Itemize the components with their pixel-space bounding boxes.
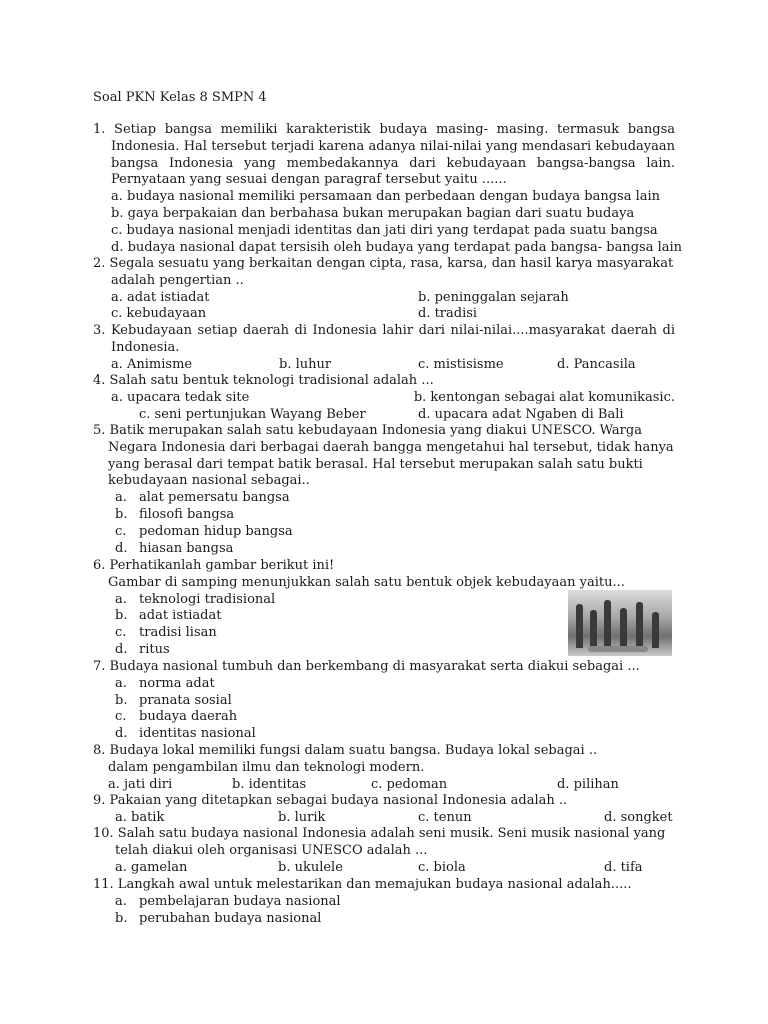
question-9-text: 9. Pakaian yang ditetapkan sebagai budaya nasional Indonesia adalah .. <box>93 793 568 808</box>
question-2-text: 2. Segala sesuatu yang berkaitan dengan cipta, rasa, karsa, dan hasil karya masyarakat adalah pengertian .. <box>93 256 674 288</box>
document-title: Soal PKN Kelas 8 SMPN 4 <box>93 90 267 105</box>
question-2-option-b: b. peninggalan sejarah <box>418 289 569 305</box>
question-11-option-text: perubahan budaya nasional <box>139 910 322 926</box>
question-11-option-letter: b. <box>115 910 128 926</box>
question-4-option-d: d. upacara adat Ngaben di Bali <box>418 406 624 422</box>
question-5 <box>93 423 675 557</box>
question-5-option-letter: a. <box>115 490 127 506</box>
question-6-option-text: adat istiadat <box>139 608 222 624</box>
question-8-text: 8. Budaya lokal memiliki fungsi dalam suatu bangsa. Budaya lokal sebagai .. dalam pengambilan ilmu dan teknologi modern. <box>93 743 598 775</box>
question-11 <box>93 877 675 927</box>
question-3-option-d: d. Pancasila <box>557 356 636 372</box>
question-6-option-letter: c. <box>115 625 127 641</box>
question-4-option-b: b. kentongan sebagai alat komunikasic. <box>413 389 675 405</box>
question-4-option-c: c. seni pertunjukan Wayang Beber <box>139 406 366 422</box>
question-11-text: 11. Langkah awal untuk melestarikan dan memajukan budaya nasional adalah..... <box>93 877 632 892</box>
question-3-text: 3. Kebudayaan setiap daerah di Indonesia lahir dari nilai-nilai....masyarakat daerah di Indonesia. <box>93 323 675 355</box>
question-10-text: 10. Salah satu budaya nasional Indonesia adalah seni musik. Seni musik nasional yang telah diakui oleh organisasi UNESCO adalah ... <box>93 826 666 858</box>
question-2 <box>93 256 675 323</box>
question-6-text: 6. Perhatikanlah gambar berikut ini! <box>93 558 335 573</box>
question-2-option-a: a. adat istiadat <box>111 289 210 305</box>
question-10 <box>93 826 675 876</box>
question-5-options <box>93 490 675 557</box>
question-6-option-letter: b. <box>115 608 128 624</box>
question-2-option-d: d. tradisi <box>418 306 478 322</box>
question-7-option-text: norma adat <box>139 675 215 691</box>
question-5-option-text: pedoman hidup bangsa <box>139 523 293 539</box>
question-11-option-b <box>93 911 675 928</box>
question-8-option-c: c. pedoman <box>371 776 448 792</box>
question-11-option-text: pembelajaran budaya nasional <box>139 893 341 909</box>
question-7-option-text: budaya daerah <box>139 709 238 725</box>
question-5-option-b <box>93 507 675 524</box>
question-7-text: 7. Budaya nasional tumbuh dan berkembang di masyarakat serta diakui sebagai ... <box>93 659 640 674</box>
ceremony-photo <box>568 590 672 656</box>
question-6-option-letter: a. <box>115 591 127 607</box>
question-7-option-letter: d. <box>115 726 128 742</box>
question-5-option-c <box>93 524 675 541</box>
question-5-option-letter: c. <box>115 523 127 539</box>
question-3 <box>93 323 675 373</box>
question-2-option-c: c. kebudayaan <box>111 306 207 322</box>
question-9 <box>93 793 675 827</box>
question-11-option-a <box>93 894 675 911</box>
question-3-option-b: b. luhur <box>279 356 332 372</box>
question-5-option-text: filosofi bangsa <box>139 506 235 522</box>
question-8-option-d: d. pilihan <box>557 776 619 792</box>
question-7-option-letter: b. <box>115 692 128 708</box>
question-5-text: 5. Batik merupakan salah satu kebudayaan Indonesia yang diakui UNESCO. Warga Negara Indonesia dari berbagai daerah bangga mengetahui hal tersebut, tidak hanya yang berasal dari tempat batik berasal. Hal tersebut merupakan salah satu bukti kebudayaan nasional sebagai.. <box>93 423 674 489</box>
question-9-option-c: c. tenun <box>418 809 472 825</box>
question-7-option-text: identitas nasional <box>139 726 256 742</box>
question-6-subtext: Gambar di samping menunjukkan salah satu bentuk objek kebudayaan yaitu... <box>108 574 625 590</box>
question-6-option-letter: d. <box>115 641 128 657</box>
question-4 <box>93 373 675 423</box>
question-10-option-d: d. tifa <box>604 859 643 875</box>
question-5-option-d <box>93 541 675 558</box>
question-11-options <box>93 894 675 928</box>
question-10-option-c: c. biola <box>418 859 466 875</box>
question-8-option-a: a. jati diri <box>108 776 173 792</box>
question-9-option-d: d. songket <box>604 809 673 825</box>
question-1-option-b: b. gaya berpakaian dan berbahasa bukan merupakan bagian dari suatu budaya <box>111 205 635 221</box>
question-8-option-b: b. identitas <box>232 776 307 792</box>
question-8 <box>93 743 675 793</box>
question-6-option-text: ritus <box>139 641 170 657</box>
question-7-option-letter: a. <box>115 675 127 691</box>
question-7-options <box>93 676 675 743</box>
question-5-option-a <box>93 490 675 507</box>
question-4-text: 4. Salah satu bentuk teknologi tradisional adalah ... <box>93 373 434 388</box>
question-7-option-d <box>93 726 675 743</box>
question-5-option-text: alat pemersatu bangsa <box>139 490 290 506</box>
question-9-option-a: a. batik <box>115 809 165 825</box>
question-10-option-a: a. gamelan <box>115 859 188 875</box>
question-7-option-b <box>93 693 675 710</box>
question-7-option-c <box>93 709 675 726</box>
question-11-option-letter: a. <box>115 893 127 909</box>
question-6-option-text: tradisi lisan <box>139 625 217 641</box>
question-4-option-a: a. upacara tedak site <box>111 389 250 405</box>
question-7 <box>93 659 675 743</box>
question-5-option-letter: b. <box>115 506 128 522</box>
question-7-option-a <box>93 676 675 693</box>
question-1-option-a: a. budaya nasional memiliki persamaan dan perbedaan dengan budaya bangsa lain <box>111 189 661 205</box>
question-5-option-text: hiasan bangsa <box>139 540 234 556</box>
question-9-option-b: b. lurik <box>278 809 326 825</box>
question-10-option-b: b. ukulele <box>278 859 343 875</box>
question-1 <box>93 122 683 256</box>
question-3-option-c: c. mistisisme <box>418 356 504 372</box>
question-1-option-c: c. budaya nasional menjadi identitas dan jati diri yang terdapat pada suatu bangsa <box>111 222 658 238</box>
question-5-option-letter: d. <box>115 540 128 556</box>
question-3-option-a: a. Animisme <box>111 356 193 372</box>
question-7-option-text: pranata sosial <box>139 692 232 708</box>
question-1-text: 1. Setiap bangsa memiliki karakteristik budaya masing- masing. termasuk bangsa Indonesia. Hal tersebut terjadi karena adanya nilai-nilai yang mendasari kebudayaan bangsa Indonesia yang membedakannya dari kebudayaan bangsa-bangsa lain. Pernyataan yang sesuai dengan paragraf tersebut yaitu ...... <box>93 122 675 188</box>
question-7-option-letter: c. <box>115 709 127 725</box>
question-6-option-text: teknologi tradisional <box>139 591 276 607</box>
question-1-option-d: d. budaya nasional dapat tersisih oleh budaya yang terdapat pada bangsa- bangsa lain <box>111 239 683 255</box>
